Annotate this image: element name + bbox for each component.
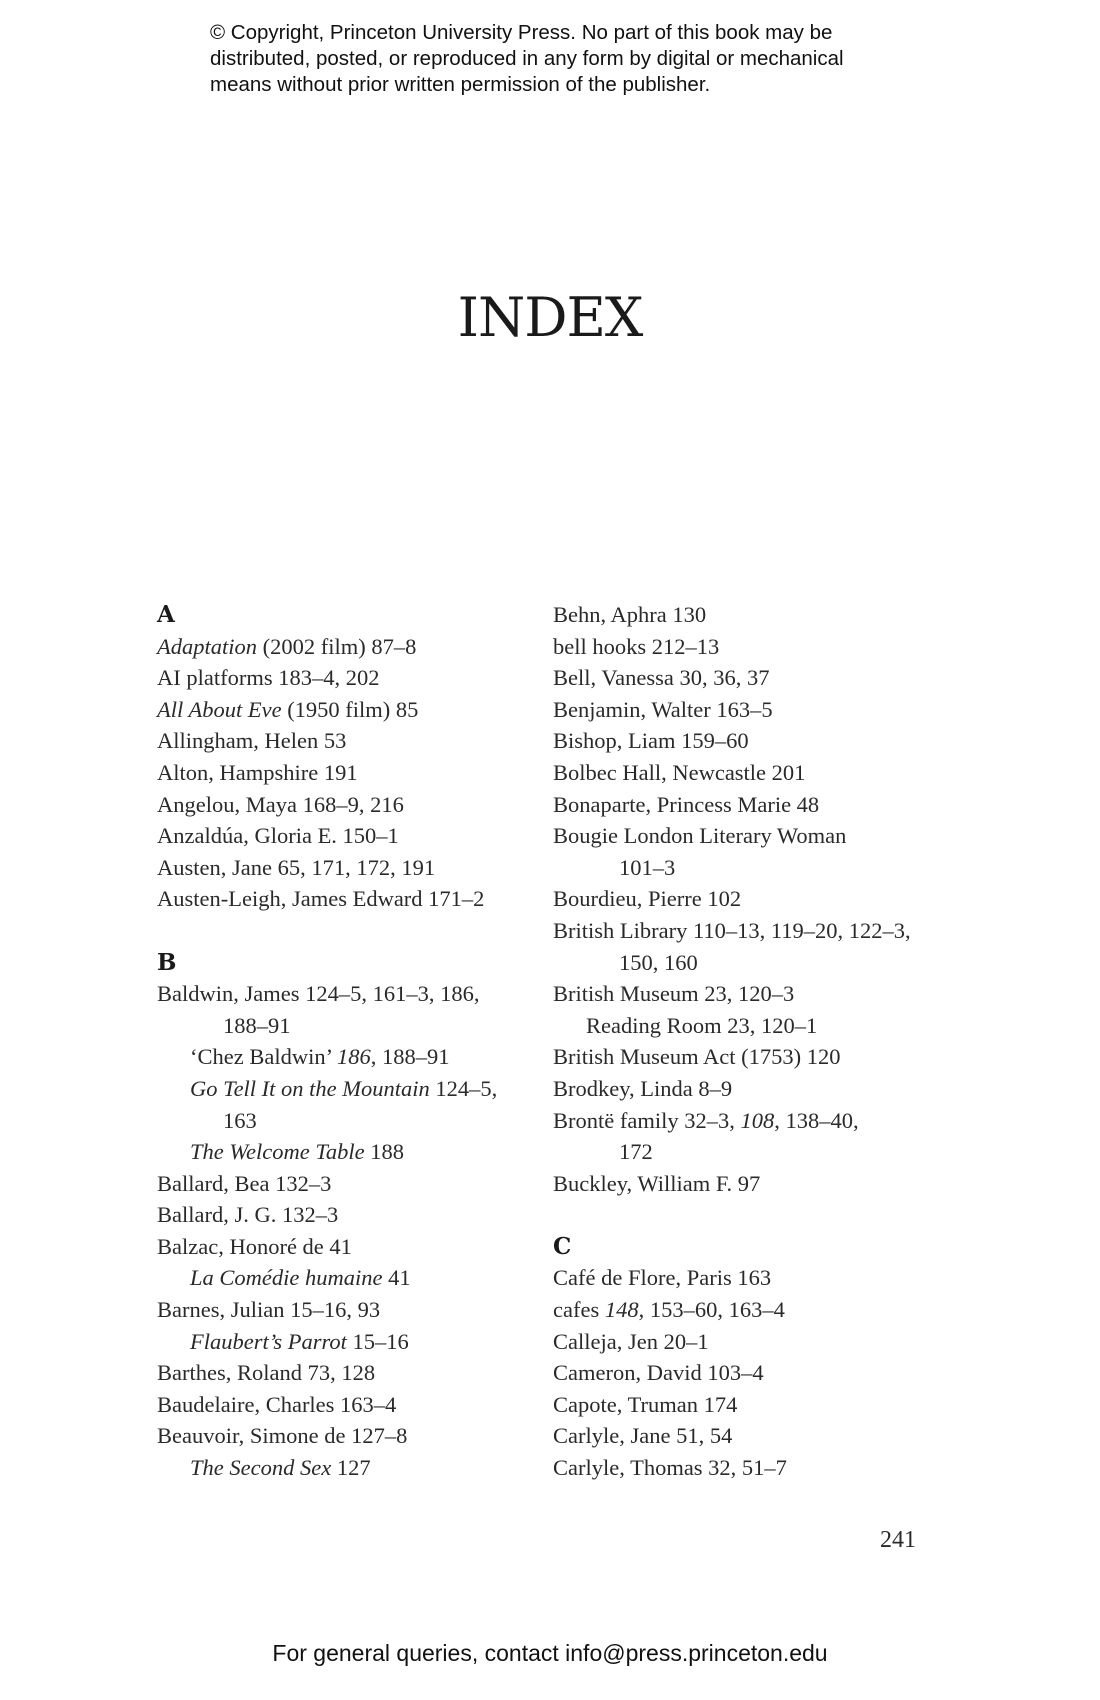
entry-text: , 138–40, — [774, 1107, 859, 1133]
index-entry: Cameron, David 103–4 — [553, 1360, 764, 1386]
index-entry: Anzaldúa, Gloria E. 150–1 — [157, 823, 399, 849]
index-entry: Austen-Leigh, James Edward 171–2 — [157, 886, 485, 912]
index-entry-continuation: 101–3 — [619, 854, 676, 880]
section-gap — [553, 1199, 953, 1231]
index-entry: British Museum 23, 120–3 — [553, 981, 795, 1007]
entry-page-italic: 186 — [337, 1044, 371, 1070]
entry-pages: 127 — [331, 1455, 371, 1481]
section-letter: C — [553, 1232, 572, 1260]
index-entry — [553, 1105, 953, 1137]
index-entry — [553, 1294, 953, 1326]
index-subentry — [157, 1136, 557, 1168]
index-entry: Benjamin, Walter 163–5 — [553, 696, 773, 722]
copyright-line: © Copyright, Princeton University Press. No part of this book may be — [210, 21, 833, 44]
index-subentry: Reading Room 23, 120–1 — [586, 1012, 818, 1038]
entry-page-italic: 108 — [740, 1107, 775, 1133]
index-entry: Behn, Aphra 130 — [553, 602, 707, 627]
index-entry — [157, 631, 557, 663]
entry-title: Adaptation — [157, 633, 257, 659]
index-entry: Bourdieu, Pierre 102 — [553, 886, 742, 912]
copyright-line: means without prior written permission of the publisher. — [210, 73, 711, 96]
index-entry: Baldwin, James 124–5, 161–3, 186, — [157, 981, 480, 1007]
index-entry: Carlyle, Jane 51, 54 — [553, 1423, 733, 1449]
index-entry: Carlyle, Thomas 32, 51–7 — [553, 1455, 787, 1481]
page-title: INDEX — [457, 286, 643, 349]
entry-text: , 188–91 — [370, 1044, 450, 1070]
index-entry-continuation: 150, 160 — [619, 949, 698, 975]
index-entry: Bell, Vanessa 30, 36, 37 — [553, 665, 770, 691]
entry-pages: (1950 film) 85 — [281, 696, 419, 722]
entry-text: cafes — [553, 1297, 605, 1323]
index-entry: Bishop, Liam 159–60 — [553, 728, 749, 754]
index-column-left — [157, 599, 557, 1484]
page-number: 241 — [880, 1527, 916, 1553]
copyright-line: distributed, posted, or reproduced in any form by digital or mechanical — [210, 47, 844, 70]
entry-pages: 188 — [364, 1139, 404, 1165]
index-entry: Bonaparte, Princess Marie 48 — [553, 791, 820, 817]
entry-text: Brontë family 32–3, — [553, 1107, 741, 1133]
index-entry: Bougie London Literary Woman — [553, 823, 847, 849]
index-entry: AI platforms 183–4, 202 — [157, 665, 380, 691]
entry-pages: (2002 film) 87–8 — [257, 633, 417, 659]
index-entry: Beauvoir, Simone de 127–8 — [157, 1423, 408, 1449]
index-entry-continuation: 163 — [223, 1107, 257, 1133]
index-entry: Baudelaire, Charles 163–4 — [157, 1391, 397, 1417]
index-entry: Capote, Truman 174 — [553, 1391, 738, 1417]
index-entry: Barnes, Julian 15–16, 93 — [157, 1297, 381, 1323]
index-subentry — [157, 1262, 557, 1294]
entry-title: Go Tell It on the Mountain — [190, 1075, 430, 1101]
index-entry — [157, 694, 557, 726]
index-entry-continuation: 172 — [619, 1139, 653, 1165]
index-entry: Buckley, William F. 97 — [553, 1170, 761, 1196]
index-entry: Alton, Hampshire 191 — [157, 759, 358, 785]
index-entry: Bolbec Hall, Newcastle 201 — [553, 759, 806, 785]
index-entry-continuation: 188–91 — [223, 1012, 291, 1038]
index-subentry — [157, 1073, 557, 1105]
section-letter: A — [157, 601, 175, 628]
index-subentry — [157, 1326, 557, 1358]
index-entry: British Museum Act (1753) 120 — [553, 1044, 841, 1070]
index-subentry — [157, 1452, 557, 1484]
index-entry: Barthes, Roland 73, 128 — [157, 1360, 376, 1386]
entry-page-italic: 148 — [604, 1297, 639, 1323]
section-letter: B — [157, 948, 177, 976]
entry-title: La Comédie humaine — [190, 1265, 383, 1291]
entry-text: ‘Chez Baldwin’ — [190, 1044, 338, 1070]
index-subentry — [157, 1041, 557, 1073]
entry-title: The Welcome Table — [190, 1139, 365, 1165]
entry-pages: 41 — [382, 1265, 411, 1291]
entry-pages: 15–16 — [346, 1328, 409, 1354]
entry-title: Flaubert’s Parrot — [190, 1328, 347, 1354]
index-entry: Austen, Jane 65, 171, 172, 191 — [157, 854, 436, 880]
entry-title: All About Eve — [157, 696, 282, 722]
index-entry: Ballard, Bea 132–3 — [157, 1170, 332, 1196]
entry-title: The Second Sex — [190, 1455, 332, 1481]
entry-pages: 124–5, — [429, 1075, 498, 1101]
index-entry: British Library 110–13, 119–20, 122–3, — [553, 917, 911, 943]
entry-text: , 153–60, 163–4 — [638, 1297, 785, 1323]
footer-contact: For general queries, contact info@press.princeton.edu — [272, 1640, 828, 1666]
index-entry: Café de Flore, Paris 163 — [553, 1265, 772, 1291]
index-entry: Allingham, Helen 53 — [157, 728, 347, 754]
copyright-notice — [210, 20, 910, 98]
index-entry: bell hooks 212–13 — [553, 633, 720, 659]
index-entry: Ballard, J. G. 132–3 — [157, 1202, 339, 1228]
index-column-right — [553, 599, 953, 1484]
section-gap — [157, 915, 557, 947]
index-entry: Angelou, Maya 168–9, 216 — [157, 791, 404, 817]
index-entry: Balzac, Honoré de 41 — [157, 1233, 352, 1259]
index-entry: Calleja, Jen 20–1 — [553, 1328, 709, 1354]
index-entry: Brodkey, Linda 8–9 — [553, 1075, 733, 1101]
